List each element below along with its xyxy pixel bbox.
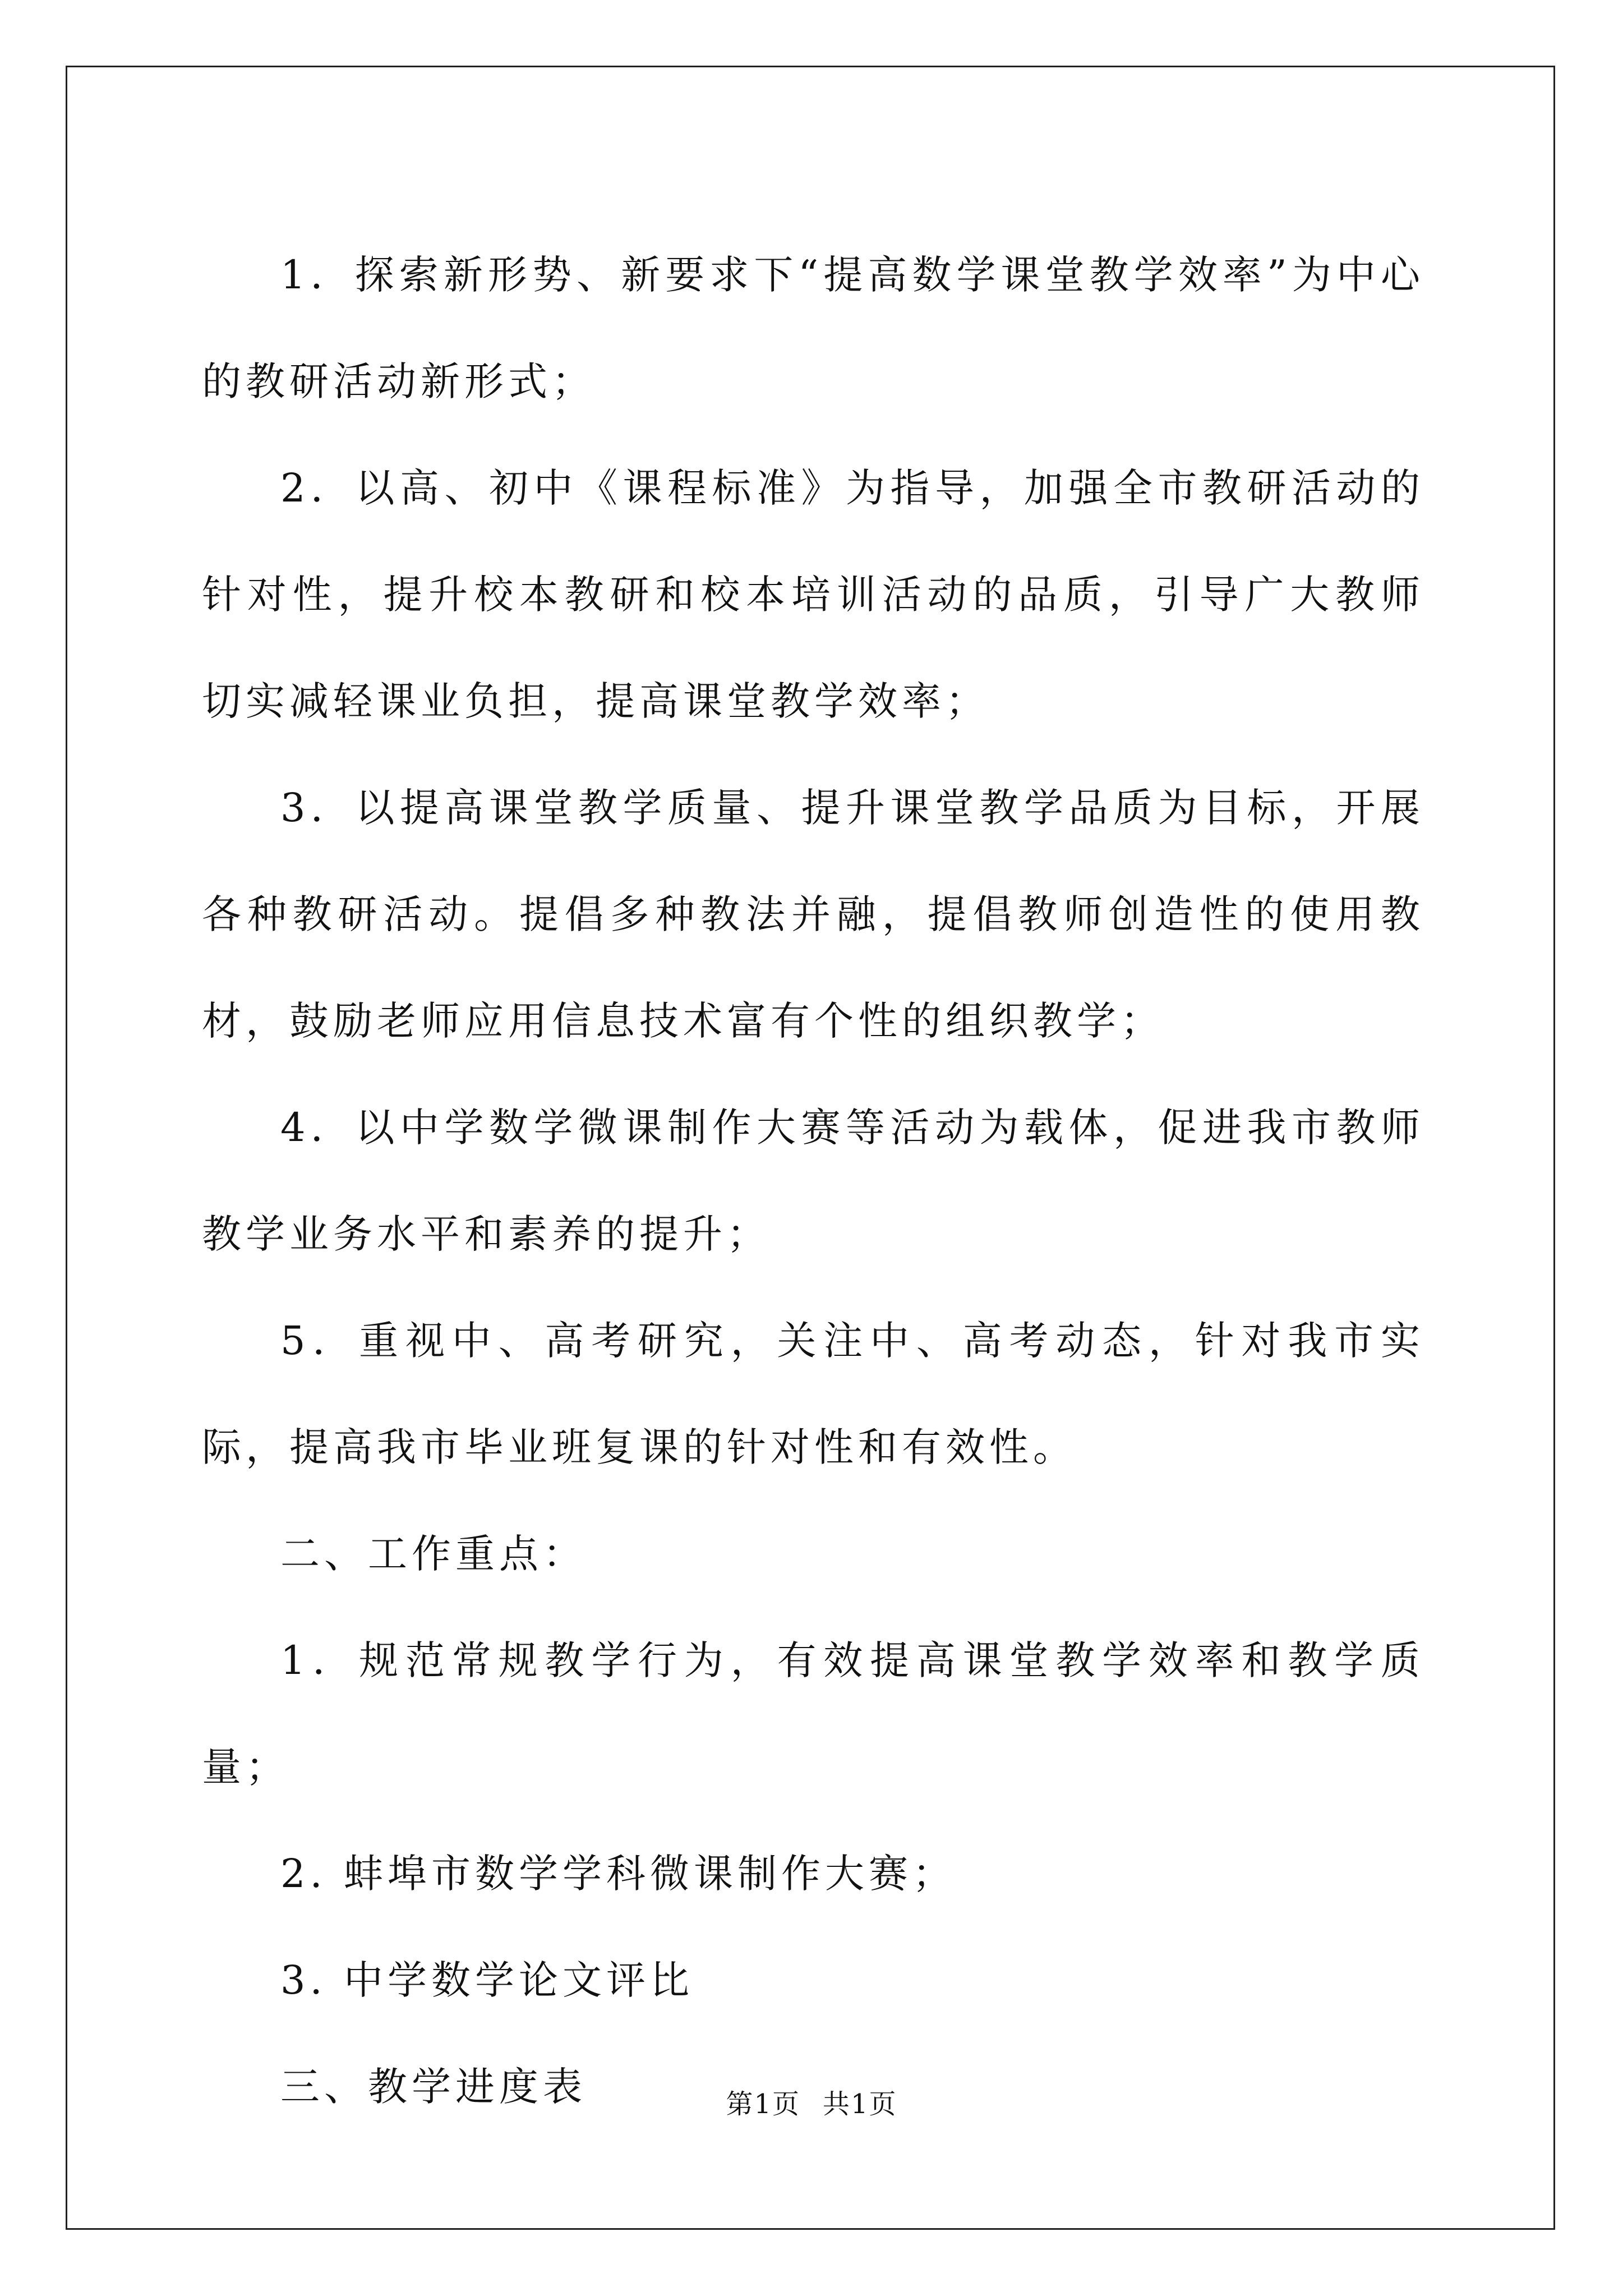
- paragraph-goal-1: 1．探索新形势、新要求下“提高数学课堂教学效率”为中心的教研活动新形式；: [202, 252, 1424, 404]
- paragraph-focus-2: 2. 蚌埠市数学学科微课制作大赛；: [280, 1851, 957, 1897]
- section-heading-schedule: 三、教学进度表: [280, 2064, 587, 2110]
- paragraph-goal-4: 4．以中学数学微课制作大赛等活动为载体，促进我市教师教学业务水平和素养的提升；: [202, 1105, 1424, 1257]
- page-total: 共1页: [823, 2088, 897, 2120]
- paragraph-goal-5: 5．重视中、高考研究，关注中、高考动态，针对我市实际，提高我市毕业班复课的针对性和有效性。: [202, 1318, 1424, 1470]
- paragraph-goal-2: 2．以高、初中《课程标准》为指导，加强全市教研活动的针对性，提升校本教研和校本培训活动的品质，引导广大教师切实减轻课业负担，提高课堂教学效率；: [202, 465, 1424, 724]
- section-heading-work-focus: 二、工作重点：: [280, 1531, 587, 1577]
- paragraph-goal-3: 3．以提高课堂教学质量、提升课堂教学品质为目标，开展各种教研活动。提倡多种教法并融，提倡教师创造性的使用教材，鼓励老师应用信息技术富有个性的组织教学；: [202, 785, 1424, 1044]
- page-number: 第1页: [726, 2088, 800, 2120]
- paragraph-focus-3: 3. 中学数学论文评比: [280, 1957, 694, 2003]
- page-footer: [0, 2082, 1623, 2121]
- document-body: [202, 222, 1424, 2140]
- paragraph-focus-1: 1．规范常规教学行为，有效提高课堂教学效率和教学质量；: [202, 1637, 1424, 1790]
